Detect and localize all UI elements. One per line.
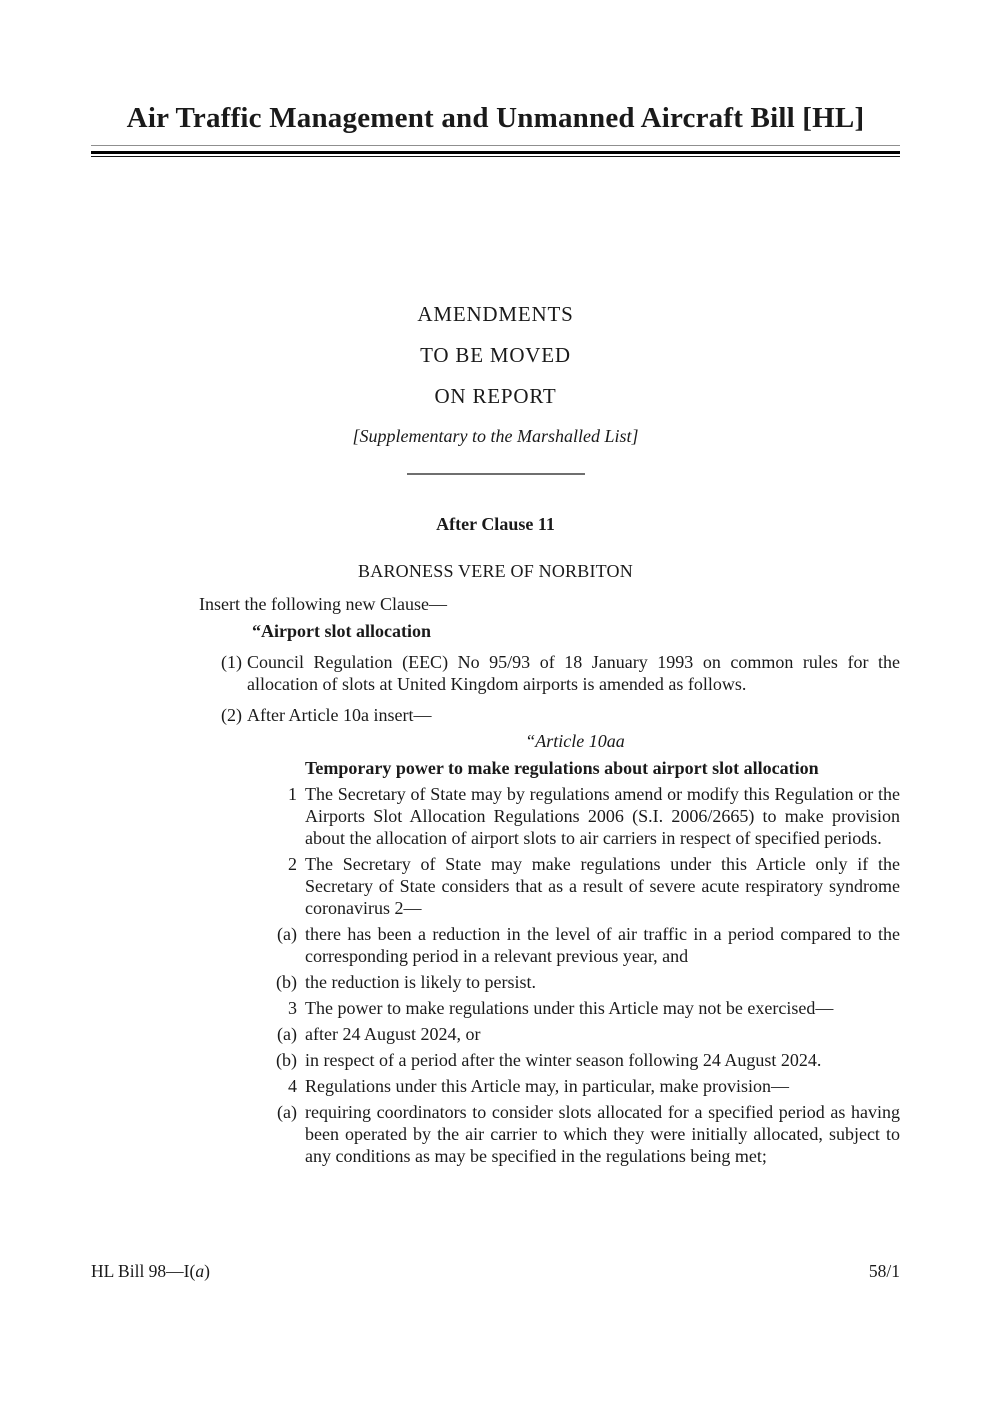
article-item [250,1101,900,1167]
article-item-marker: (a) [277,1024,297,1044]
marshalled-list-subtitle: [Supplementary to the Marshalled List] [352,426,639,446]
clause-paragraph [221,651,900,695]
new-clause-title: “Airport slot allocation [252,621,431,641]
article-item-marker: (a) [277,924,297,944]
amendments-heading-block [0,302,991,408]
article-item [250,923,900,967]
article-item [250,783,900,849]
article-item-marker: 3 [288,998,297,1018]
article-item [250,1049,900,1071]
article-item-text: there has been a reduction in the level of air traffic in a period compared to the corresponding period in a relevant previous year, and [305,924,900,966]
amendments-heading-line: TO BE MOVED [420,343,571,367]
article-item-marker: 1 [288,784,297,804]
article-item [250,853,900,919]
page-title: Air Traffic Management and Unmanned Aircraft Bill [HL] [126,102,865,134]
paragraph-text: Council Regulation (EEC) No 95/93 of 18 January 1993 on common rules for the allocation of slots at United Kingdom airports is amended as follows. [247,652,900,694]
clause-paragraphs [0,651,991,726]
separator-rule [407,473,585,475]
article-item-text: The Secretary of State may make regulations under this Article only if the Secretary of State considers that as a result of severe acute respiratory syndrome coronavirus 2— [305,854,900,918]
rule-gray-line [91,145,900,146]
article-item [250,1023,900,1045]
article-number-heading: “Article 10aa [525,731,625,751]
article-item-marker: (a) [277,1102,297,1122]
article-item [250,997,900,1019]
paragraph-marker: (2) [221,705,242,725]
amendments-heading-line: ON REPORT [434,384,557,408]
article-item-text: The Secretary of State may by regulations amend or modify this Regulation or the Airports Slot Allocation Regulations 2006 (S.I. 2006/2665) to make provision about the allocation of airport slots to air carriers in respect of specified periods. [305,784,900,848]
page-footer [91,1260,900,1282]
article-item-marker: 4 [288,1076,297,1096]
amendments-heading-line: AMENDMENTS [417,302,574,326]
rule-thick-line [91,151,900,154]
article-item-text: the reduction is likely to persist. [305,972,536,992]
article-items [250,783,900,1167]
bill-reference-prefix: HL Bill 98—I( [91,1261,196,1281]
bill-reference [91,1260,210,1282]
article-item-marker: (b) [276,1050,297,1070]
article-item-text: after 24 August 2024, or [305,1024,481,1044]
article-item-text: The power to make regulations under this Article may not be exercised— [305,998,834,1018]
paragraph-text: After Article 10a insert— [247,705,432,725]
bill-reference-italic: a [195,1261,205,1281]
article-item-text: in respect of a period after the winter season following 24 August 2024. [305,1050,822,1070]
paragraph-marker: (1) [221,652,242,672]
clause-paragraph [221,704,900,726]
amendment-instruction: Insert the following new Clause— [199,594,447,614]
inserted-article-block [250,730,900,1167]
title-double-rule [91,145,900,157]
article-item [250,1075,900,1097]
article-item-marker: 2 [288,854,297,874]
article-item-text: Regulations under this Article may, in particular, make provision— [305,1076,790,1096]
article-item-text: requiring coordinators to consider slots allocated for a specified period as having been operated by the air carrier to which they were initially allocated, subject to any conditions as may be specified in the regulations being met; [305,1102,900,1166]
article-title: Temporary power to make regulations about airport slot allocation [305,758,819,778]
rule-thin-line [91,156,900,157]
article-item-marker: (b) [276,972,297,992]
page-sequence-number: 58/1 [868,1261,900,1281]
mover-name: BARONESS VERE OF NORBITON [358,561,633,581]
article-item [250,971,900,993]
after-clause-heading: After Clause 11 [436,514,555,534]
bill-reference-suffix: ) [204,1261,210,1281]
